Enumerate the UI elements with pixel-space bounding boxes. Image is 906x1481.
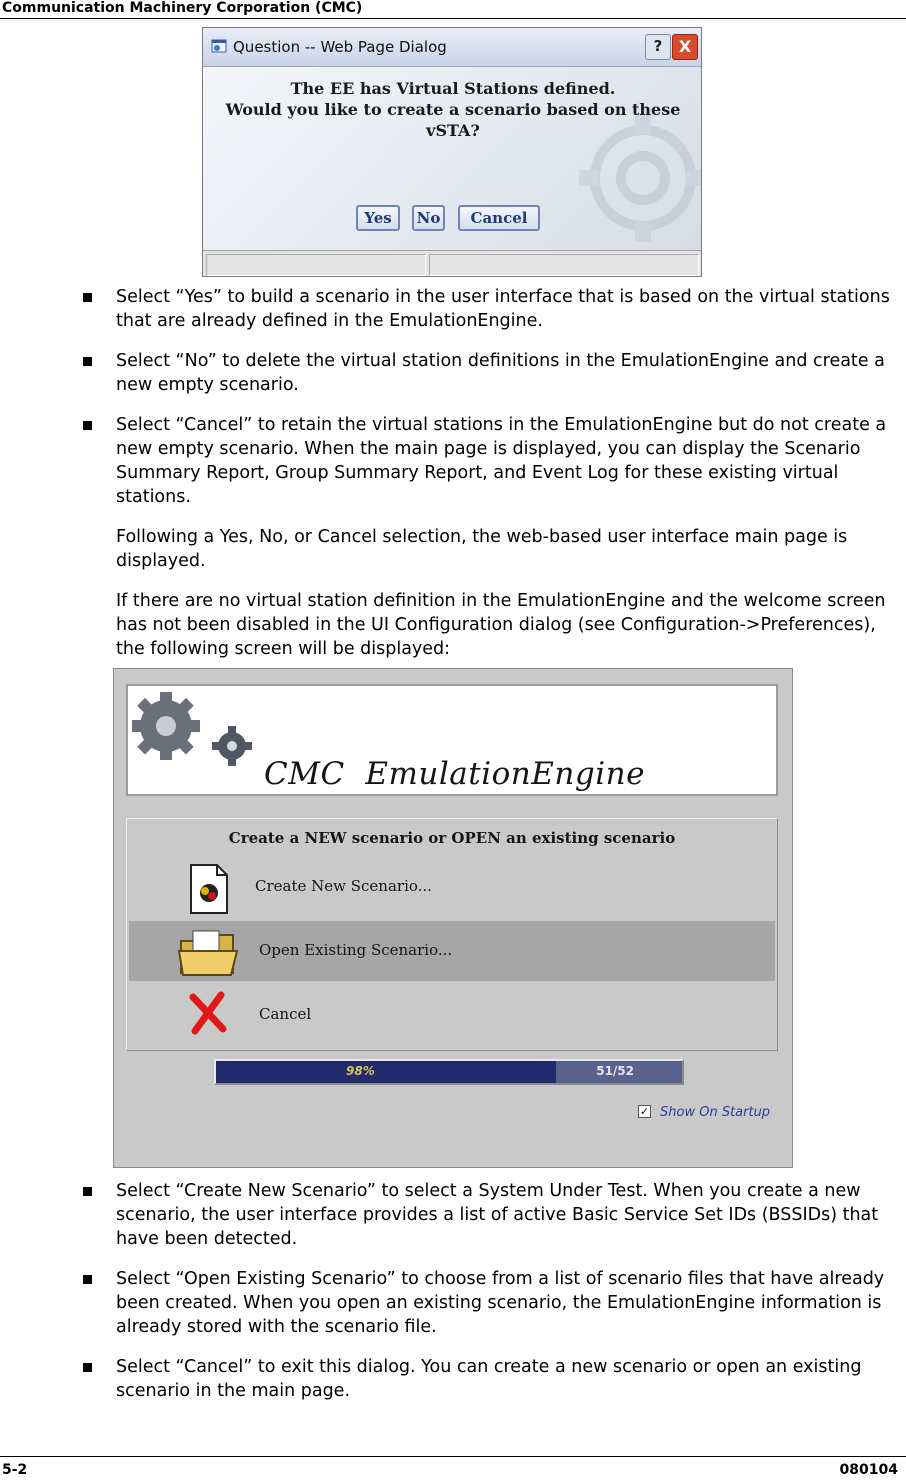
page-footer: [0, 1456, 906, 1481]
open-existing-scenario-label: Open Existing Scenario...: [259, 941, 453, 959]
create-new-scenario-option[interactable]: [129, 857, 775, 917]
progress-count: 51/52: [596, 1064, 634, 1078]
bullet-marker: [83, 421, 92, 430]
new-document-icon: [189, 863, 229, 915]
dialog-title: Question -- Web Page Dialog: [233, 38, 447, 56]
bullet-cancel-dialog: Select “Cancel” to exit this dialog. You can create a new scenario or open an existing scenario in the main page.: [116, 1357, 862, 1401]
progress-fill: [216, 1061, 556, 1083]
message-line: The EE has Virtual Stations defined.: [290, 79, 616, 98]
bullet-marker: [83, 357, 92, 366]
welcome-screen: [113, 668, 793, 1168]
paragraph-welcome-intro: If there are no virtual station definition in the EmulationEngine and the welcome screen has not been disabled in the UI Configuration dialog (see Configuration->Preferences), the following screen will be displayed:: [116, 591, 886, 659]
status-cell: [206, 254, 426, 276]
bullet-no: Select “No” to delete the virtual station definitions in the EmulationEngine and create a new empty scenario.: [116, 351, 885, 395]
panel-heading: Create a NEW scenario or OPEN an existing scenario: [228, 829, 676, 847]
dialog-titlebar: [203, 28, 701, 67]
close-button[interactable]: X: [672, 34, 698, 60]
dialog-message: [223, 78, 683, 141]
message-line: Would you like to create a scenario based on these: [225, 100, 681, 119]
bullet-create-new: Select “Create New Scenario” to select a System Under Test. When you create a new scenario, the user interface provides a list of active Basic Service Set IDs (BSSIDs) that have been detected.: [116, 1181, 879, 1249]
create-new-scenario-label: Create New Scenario...: [255, 877, 432, 895]
paragraph-following: Following a Yes, No, or Cancel selection, the web-based user interface main page is displayed.: [116, 527, 848, 571]
no-button[interactable]: No: [412, 205, 445, 231]
bullet-marker: [83, 1275, 92, 1284]
bullet-marker: [83, 1187, 92, 1196]
help-button[interactable]: ?: [645, 34, 671, 60]
yes-button[interactable]: Yes: [356, 205, 400, 231]
open-existing-scenario-option[interactable]: [129, 921, 775, 981]
status-cell: [429, 254, 699, 276]
bullet-marker: [83, 293, 92, 302]
bullet-marker: [83, 1363, 92, 1372]
message-line: vSTA?: [426, 121, 480, 140]
banner: [126, 684, 778, 796]
progress-percent: 98%: [346, 1064, 375, 1078]
cancel-option-label: Cancel: [259, 1005, 312, 1023]
cancel-button[interactable]: Cancel: [458, 205, 540, 231]
show-on-startup-checkbox[interactable]: ✓: [639, 1105, 650, 1118]
web-page-icon: [211, 38, 227, 54]
bullet-cancel: Select “Cancel” to retain the virtual stations in the EmulationEngine but do not create a new empty scenario. When the main page is displayed, you can display the Scenario Summary Report, Group Summary Report, and Event Log for these existing virtual stations.: [116, 415, 887, 507]
red-x-icon: [189, 991, 229, 1035]
show-on-startup-label[interactable]: Show On Startup: [660, 1105, 771, 1120]
header-title: Communication Machinery Corporation (CMC): [2, 0, 363, 16]
page-number: 5-2: [2, 1462, 28, 1478]
open-folder-icon: [177, 927, 239, 979]
question-dialog: [202, 27, 702, 277]
progress-bar: [214, 1059, 684, 1085]
bullet-open-existing: Select “Open Existing Scenario” to choose from a list of scenario files that have already been created. When you open an existing scenario, the EmulationEngine information is already stored with the scenario file.: [116, 1269, 885, 1337]
page-header: [0, 0, 906, 19]
scenario-panel: [126, 818, 778, 1051]
bullet-yes: Select “Yes” to build a scenario in the user interface that is based on the virtual stations that are already defined in the EmulationEngine.: [116, 287, 890, 331]
status-bar: [203, 250, 701, 277]
gears-logo-icon: [128, 686, 268, 794]
banner-title: CMC EmulationEngine: [264, 756, 645, 792]
document-code: 080104: [839, 1462, 898, 1478]
cancel-option[interactable]: [129, 985, 775, 1045]
